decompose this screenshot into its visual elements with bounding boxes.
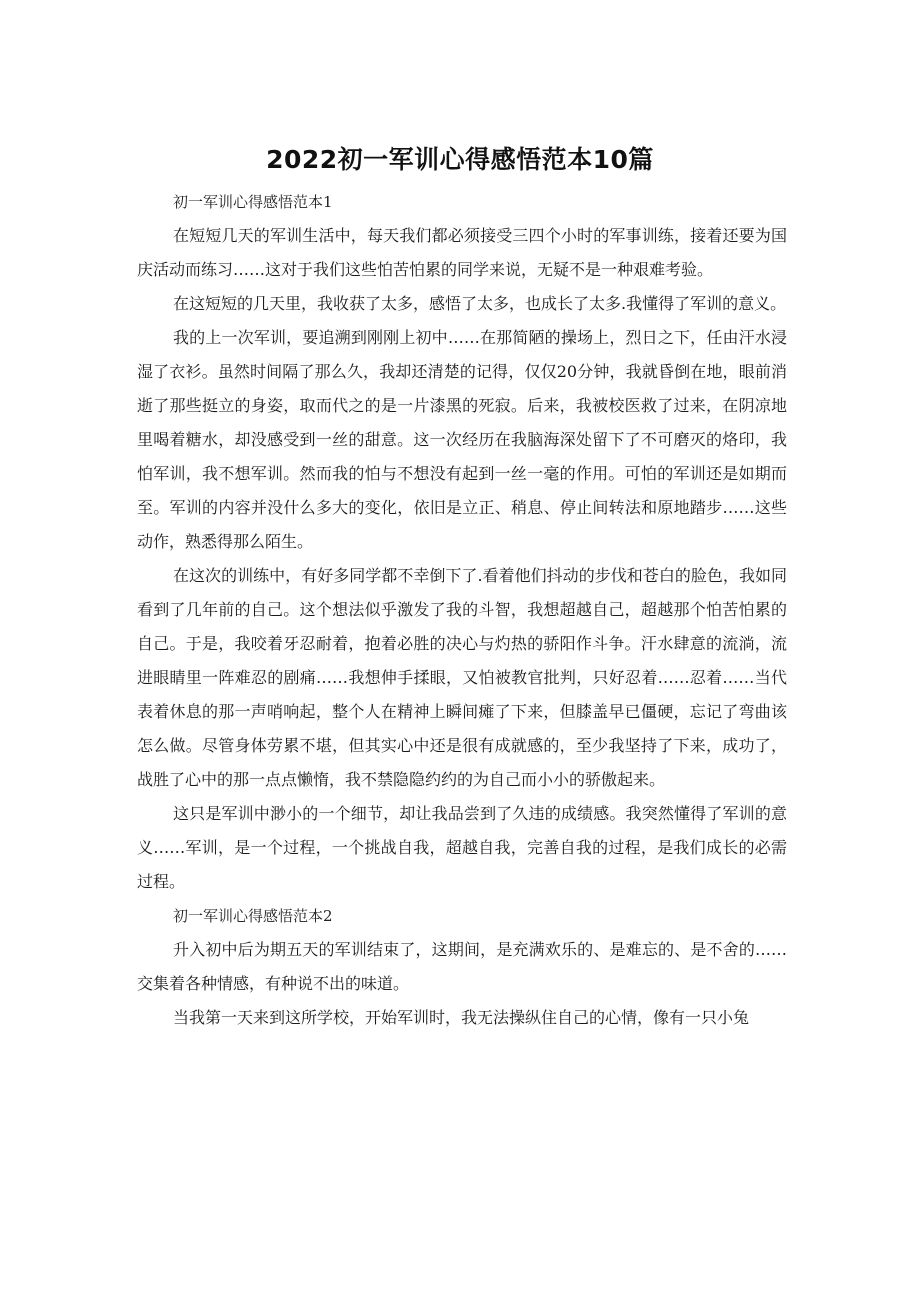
section-1-paragraph-3: 我的上一次军训，要追溯到刚刚上初中……在那简陋的操场上，烈日之下，任由汗水浸湿了衣衫。虽然时间隔了那么久，我却还清楚的记得，仅仅20分钟，我就昏倒在地，眼前消逝了那些挺立的身姿，取而代之的是一片漆黑的死寂。后来，我被校医救了过来，在阴凉地里喝着糖水，却没感受到一丝的甜意。这一次经历在我脑海深处留下了不可磨灭的烙印，我怕军训，我不想军训。然而我的怕与不想没有起到一丝一毫的作用。可怕的军训还是如期而至。军训的内容并没什么多大的变化，依旧是立正、稍息、停止间转法和原地踏步……这些动作，熟悉得那么陌生。 (137, 328, 787, 551)
section-2-paragraph-2: 当我第一天来到这所学校，开始军训时，我无法操纵住自己的心情，像有一只小兔 (173, 1008, 750, 1027)
section-1-heading: 初一军训心得感悟范本1 (173, 193, 333, 211)
document-body (137, 185, 787, 1035)
section-1-paragraph-4: 在这次的训练中，有好多同学都不幸倒下了.看着他们抖动的步伐和苍白的脸色，我如同看到了几年前的自己。这个想法似乎激发了我的斗智，我想超越自己，超越那个怕苦怕累的自己。于是，我咬着牙忍耐着，抱着必胜的决心与灼热的骄阳作斗争。汗水肆意的流淌，流进眼睛里一阵难忍的剧痛……我想伸手揉眼，又怕被教官批判，只好忍着……忍着……当代表着休息的那一声哨响起，整个人在精神上瞬间瘫了下来，但膝盖早已僵硬，忘记了弯曲该怎么做。尽管身体劳累不堪，但其实心中还是很有成就感的，至少我坚持了下来，成功了，战胜了心中的那一点点懒惰，我不禁隐隐约约的为自己而小小的骄傲起来。 (137, 566, 787, 789)
section-1-paragraph-5: 这只是军训中渺小的一个细节，却让我品尝到了久违的成绩感。我突然懂得了军训的意义……军训，是一个过程，一个挑战自我，超越自我，完善自我的过程，是我们成长的必需过程。 (137, 804, 787, 891)
document-title: 2022初一军训心得感悟范本10篇 (266, 145, 654, 174)
section-2-paragraph-1: 升入初中后为期五天的军训结束了，这期间，是充满欢乐的、是难忘的、是不舍的……交集着各种情感，有种说不出的味道。 (137, 940, 787, 993)
section-2-heading: 初一军训心得感悟范本2 (173, 907, 333, 925)
section-1-paragraph-2: 在这短短的几天里，我收获了太多，感悟了太多，也成长了太多.我懂得了军训的意义。 (173, 294, 787, 313)
section-1-paragraph-1: 在短短几天的军训生活中，每天我们都必须接受三四个小时的军事训练，接着还要为国庆活动而练习……这对于我们这些怕苦怕累的同学来说，无疑不是一种艰难考验。 (137, 226, 787, 279)
